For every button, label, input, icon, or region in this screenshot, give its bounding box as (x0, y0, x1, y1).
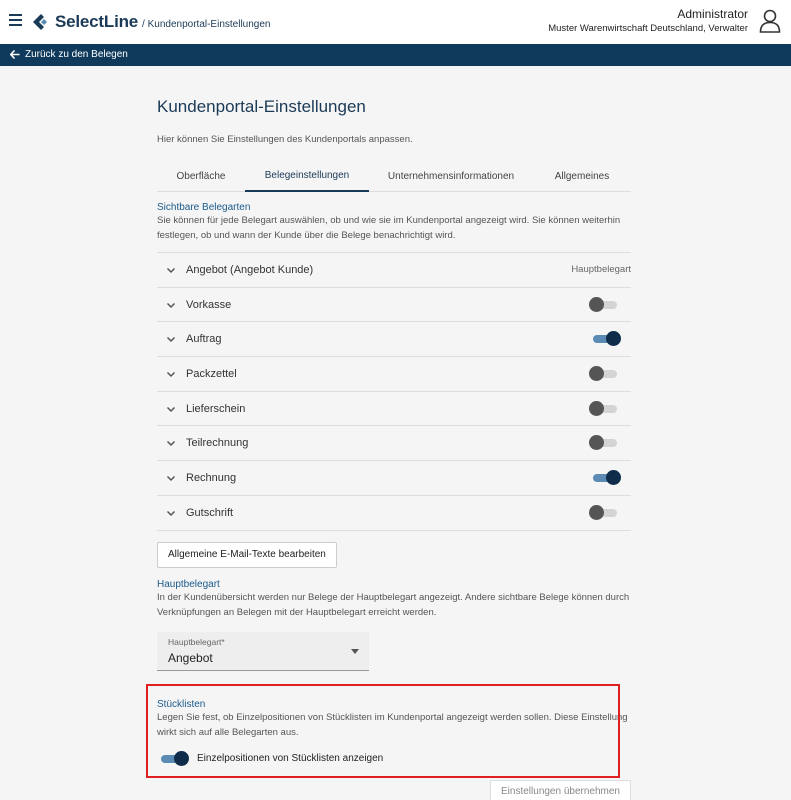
lieferschein-toggle[interactable] (593, 401, 617, 417)
edit-email-texts-button[interactable]: Allgemeine E-Mail-Texte bearbeiten (157, 542, 337, 568)
chevron-down-icon (166, 300, 176, 310)
breadcrumb: / Kundenportal-Einstellungen (142, 18, 271, 30)
menu-icon[interactable] (9, 14, 22, 26)
vorkasse-toggle[interactable] (593, 297, 617, 313)
row-label: Packzettel (186, 367, 237, 380)
section-title-stuecklisten: Stücklisten (157, 698, 206, 710)
auftrag-toggle[interactable] (593, 331, 617, 347)
logo[interactable] (32, 12, 270, 32)
selectline-logo-icon (32, 13, 50, 31)
row-packzettel[interactable] (157, 357, 631, 392)
highlight-frame (146, 684, 620, 778)
chevron-down-icon (166, 508, 176, 518)
gutschrift-toggle[interactable] (593, 505, 617, 521)
section-description-hauptbelegart: In der Kundenübersicht werden nur Belege der Hauptbelegart angezeigt. Andere sichtbare Belege können durch Verknüpfungen an Belegen mit der Hauptbelegart erreicht werden. (157, 591, 630, 618)
main-document-type-select[interactable] (157, 632, 369, 671)
row-angebot[interactable] (157, 253, 631, 288)
row-label: Gutschrift (186, 506, 234, 519)
user-company: Muster Warenwirtschaft Deutschland, Verwalter (548, 23, 748, 34)
app-header (0, 0, 791, 44)
row-label: Rechnung (186, 471, 237, 484)
chevron-down-icon (166, 473, 176, 483)
section-description-stuecklisten: Legen Sie fest, ob Einzelpositionen von Stücklisten im Kundenportal angezeigt werden sollen. Diese Einstellung wirkt sich auf alle Belegarten aus. (157, 711, 628, 738)
chevron-down-icon (166, 369, 176, 379)
packzettel-toggle[interactable] (593, 366, 617, 382)
document-type-list (157, 252, 631, 531)
nav-bar (0, 44, 791, 66)
user-name: Administrator (677, 7, 748, 21)
chevron-down-icon (166, 265, 176, 275)
row-label: Auftrag (186, 333, 222, 346)
section-title-hauptbelegart: Hauptbelegart (157, 578, 220, 590)
row-label: Vorkasse (186, 298, 232, 311)
row-vorkasse[interactable] (157, 288, 631, 323)
row-gutschrift[interactable] (157, 496, 631, 531)
row-teilrechnung[interactable] (157, 426, 631, 461)
user-info (548, 7, 748, 34)
back-to-documents-link[interactable] (10, 49, 128, 60)
apply-settings-button[interactable]: Einstellungen übernehmen (490, 780, 631, 800)
row-auftrag[interactable] (157, 322, 631, 357)
row-rechnung[interactable] (157, 461, 631, 496)
section-description-sichtbare-belegarten: Sie können für jede Belegart auswählen, ob und wie sie im Kundenportal angezeigt wird. Sie können weiterhin festlegen, ob und wann der Kunde über die Belege benachrichtigt wird. (157, 215, 621, 241)
select-label: Hauptbelegart* (168, 636, 225, 647)
tab-allgemeines[interactable]: Allgemeines (554, 171, 610, 182)
teilrechnung-toggle[interactable] (593, 435, 617, 451)
arrow-left-icon (10, 50, 20, 59)
settings-panel (157, 80, 631, 797)
stuecklisten-toggle-label: Einzelpositionen von Stücklisten anzeigen (197, 753, 384, 764)
row-label: Lieferschein (186, 402, 246, 415)
chevron-down-icon (166, 334, 176, 344)
chevron-down-icon (166, 404, 176, 414)
row-label: Teilrechnung (186, 437, 249, 450)
select-value: Angebot (168, 650, 213, 665)
row-lieferschein[interactable] (157, 392, 631, 427)
user-avatar-icon[interactable] (759, 9, 781, 33)
row-label: Angebot (Angebot Kunde) (186, 263, 314, 276)
rechnung-toggle[interactable] (593, 470, 617, 486)
section-title-sichtbare-belegarten: Sichtbare Belegarten (157, 202, 251, 213)
page-description: Hier können Sie Einstellungen des Kundenportals anpassen. (157, 134, 413, 145)
main-type-badge: Hauptbelegart (571, 264, 631, 276)
tab-oberflaeche[interactable]: Oberfläche (176, 171, 226, 182)
tab-bar (157, 161, 631, 192)
back-label: Zurück zu den Belegen (25, 49, 128, 60)
page-title: Kundenportal-Einstellungen (157, 97, 366, 116)
chevron-down-icon (166, 438, 176, 448)
brand-name: SelectLine (55, 12, 139, 31)
tab-belegeinstellungen[interactable]: Belegeinstellungen (245, 161, 369, 192)
dropdown-arrow-icon (351, 649, 359, 654)
tab-unternehmensinformationen[interactable]: Unternehmensinformationen (387, 171, 515, 182)
